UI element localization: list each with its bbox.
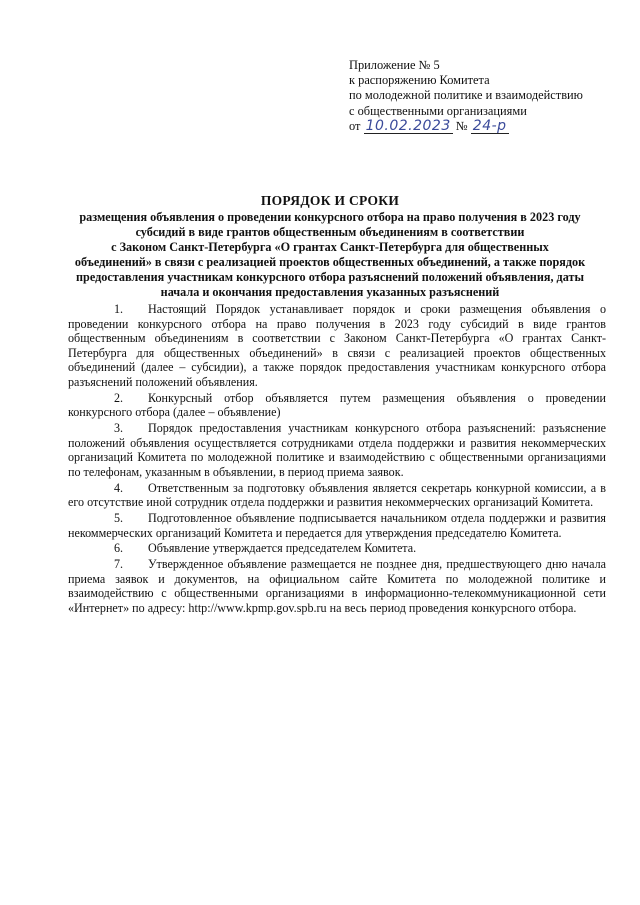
document-body — [68, 302, 606, 617]
paragraph-text: Утвержденное объявление размещается не позднее дня, предшествующего дню начала приема заявок и документов, на официальном сайте Комитета по молодежной политике и взаимодействию с общественными организациями в информационно-телекоммуникационной сети «Интернет» по адресу: http://www.kpmp.gov.spb.ru на весь период проведения конкурсного отбора. — [68, 557, 606, 615]
paragraph-4 — [68, 481, 606, 510]
paragraph-3 — [68, 421, 606, 479]
paragraph-text: Конкурсный отбор объявляется путем размещения объявления о проведении конкурсного отбора (далее – объявление) — [68, 390, 606, 420]
paragraph-number: 4. — [114, 480, 124, 495]
subtitle-line: начала и окончания предоставления указанных разъяснений — [160, 285, 500, 299]
appendix-committee-line: по молодежной политике и взаимодействию — [349, 88, 583, 103]
date-prefix: от — [349, 118, 361, 133]
subtitle-line: объединений» в связи с реализацией проектов общественных объединений, а также порядок — [74, 255, 586, 269]
document-heading — [60, 192, 600, 300]
paragraph-number: 5. — [114, 511, 124, 526]
paragraph-1 — [68, 302, 606, 390]
paragraph-text: Подготовленное объявление подписывается начальником отдела поддержки и развития некоммерческих организаций Комитета и передается для утверждения председателю Комитета. — [68, 511, 606, 540]
document-title: ПОРЯДОК И СРОКИ — [260, 193, 400, 208]
paragraph-6 — [68, 541, 606, 556]
paragraph-number: 2. — [114, 390, 124, 405]
paragraph-text: Объявление утверждается председателем Комитета. — [148, 541, 417, 556]
paragraph-5 — [68, 511, 606, 540]
subtitle-line: с Законом Санкт-Петербурга «О грантах Санкт-Петербурга для общественных — [111, 240, 549, 254]
paragraph-2 — [68, 391, 606, 420]
appendix-organizations-line: с общественными организациями — [349, 103, 527, 118]
paragraph-number: 7. — [114, 557, 124, 572]
appendix-number: Приложение № 5 — [349, 58, 440, 72]
subtitle-line: субсидий в виде грантов общественным объединениям в соответствии — [135, 225, 525, 239]
handwritten-number: 24-р — [472, 117, 507, 134]
appendix-block — [349, 58, 619, 134]
paragraph-number: 6. — [114, 541, 124, 556]
appendix-order-line: к распоряжению Комитета — [349, 73, 490, 88]
subtitle-line: предоставления участникам конкурсного отбора разъяснений положений объявления, даты — [76, 270, 584, 284]
handwritten-date: 10.02.2023 — [365, 117, 451, 134]
paragraph-text: Настоящий Порядок устанавливает порядок и сроки размещения объявления о проведении конкурсного отбора на право получения в 2023 году субсидий в виде грантов общественным объединениям в соответствии с Законом Санкт-Петербурга «О грантах Санкт-Петербурга для общественных объединений» в связи с реализацией проектов общественных объединений (далее – субсидии), а также порядок предоставления участникам конкурсного отбора разъяснений положений объявления. — [68, 302, 606, 389]
paragraph-number: 1. — [114, 302, 124, 316]
paragraph-number: 3. — [114, 421, 124, 436]
subtitle-line: размещения объявления о проведении конкурсного отбора на право получения в 2023 году — [79, 210, 581, 224]
paragraph-text: Порядок предоставления участникам конкурсного отбора разъяснений: разъяснение положений объявления осуществляется сотрудниками отдела поддержки и развития некоммерческих организаций Комитета по молодежной политике и взаимодействию с общественными организациями по телефонам, указанным в объявлении, в период приема заявок. — [68, 421, 606, 479]
appendix-date-line — [349, 119, 619, 134]
paragraph-7 — [68, 557, 606, 615]
document-subtitle — [60, 210, 600, 300]
paragraph-text: Ответственным за подготовку объявления является секретарь конкурной комиссии, а в его отсутствие иной сотрудник отдела поддержки и развития некоммерческих организаций Комитета. — [68, 480, 606, 510]
number-prefix: № — [455, 118, 468, 133]
